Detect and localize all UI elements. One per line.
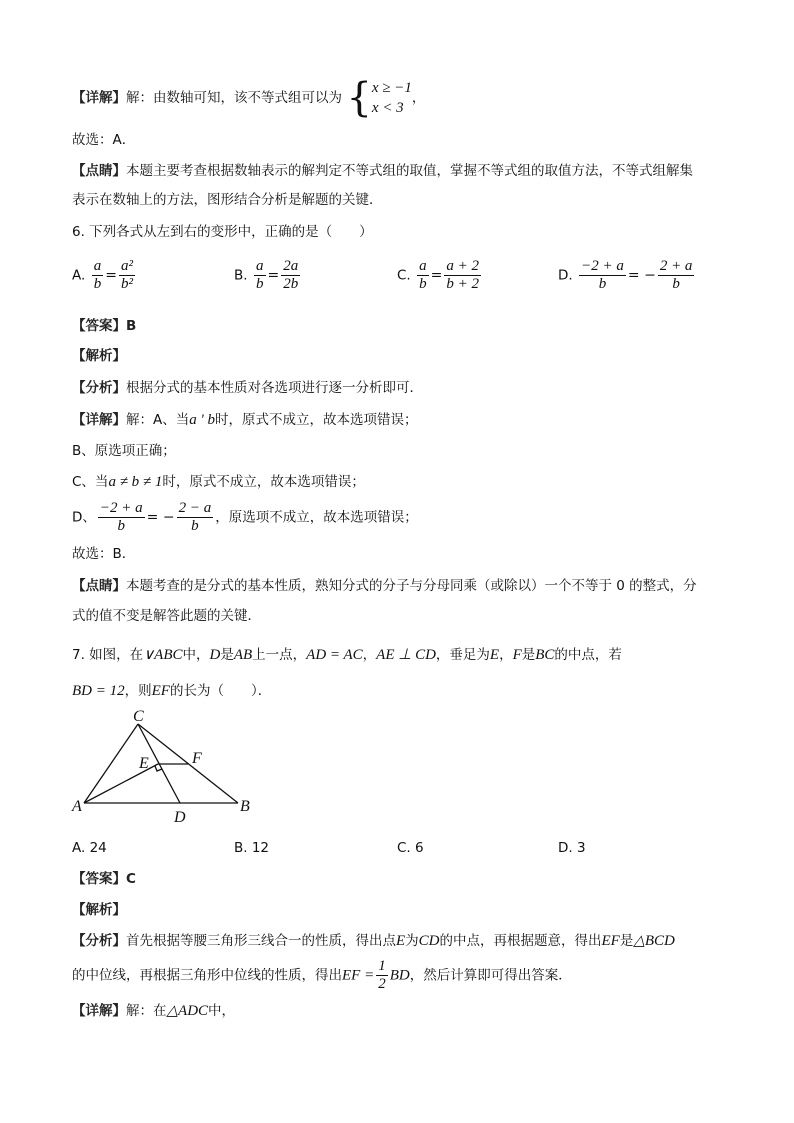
q7-triangle-figure xyxy=(66,704,266,832)
q7-options xyxy=(72,838,722,858)
q7-fenxi-line1: 【分析】首先根据等腰三角形三线合一的性质，得出点E为CD的中点，再根据题意，得出EF是△BCD xyxy=(72,933,675,949)
q6-point-line1: 【点睛】本题考查的是分式的基本性质，熟知分式的分子与分母同乘（或除以）一个不等于 0 的整式，分 xyxy=(72,578,697,594)
q6-answer: 【答案】B xyxy=(72,318,137,334)
q6-detail-d: D、 $\frac{-2 + a}{b}$ = − $\frac{2 - a}{b}$ ，原选项不成立，故本选项错误； xyxy=(72,500,418,534)
detail-tag: 【详解】 xyxy=(72,90,126,106)
q6-fenxi: 【分析】根据分式的基本性质对各选项进行逐一分析即可． xyxy=(72,380,423,396)
q6-choice: 故选：B． xyxy=(72,546,136,562)
q6-detail-a: 【详解】解：A、当a ʹ b时，原式不成立，故本选项错误； xyxy=(72,412,418,428)
label-b: B xyxy=(240,798,250,815)
q7-option-d: D. 3 xyxy=(558,840,586,856)
q6-options xyxy=(72,258,722,302)
q7-option-b: B. 12 xyxy=(234,840,270,856)
q7-option-a: A. 24 xyxy=(72,840,107,856)
q6-detail-c: C、当a ≠ b ≠ 1时，原式不成立，故本选项错误； xyxy=(72,474,365,490)
q6-detail-b: B、原选项正确； xyxy=(72,443,176,459)
q7-analysis-tag: 【解析】 xyxy=(72,902,126,918)
q7-answer: 【答案】C xyxy=(72,871,136,887)
q6-option-b: B. $\frac{a}{b}$ = $\frac{2a}{2b}$ xyxy=(234,258,299,292)
label-d: D xyxy=(174,809,186,826)
prev-detail-line: 【详解】解：由数轴可知，该不等式组可以为 { x ≥ −1 x < 3 ， xyxy=(72,75,426,121)
prev-choice: 故选：A． xyxy=(72,132,136,148)
q6-option-c: C. $\frac{a}{b}$ = $\frac{a + 2}{b + 2}$ xyxy=(397,258,480,292)
inequality-system: x ≥ −1 x < 3 xyxy=(371,80,412,116)
q7-stem-line2: BD = 12，则EF的长为（ ）． xyxy=(72,683,272,699)
system-brace: { xyxy=(346,75,372,121)
prev-point-line2: 表示在数轴上的方法，图形结合分析是解题的关键． xyxy=(72,192,383,208)
label-a: A xyxy=(72,798,82,815)
q6-option-a: A. $\frac{a}{b}$ = $\frac{\text{a²}}{\text{b²}}$ xyxy=(72,258,133,292)
label-f: F xyxy=(192,750,202,767)
q6-stem: 6. 下列各式从左到右的变形中，正确的是（ ） xyxy=(72,224,373,240)
q7-detail: 【详解】解：在△ADC中， xyxy=(72,1003,236,1019)
prev-point-line1: 【点睛】本题主要考查根据数轴表示的解判定不等式组的取值，掌握不等式组的取值方法，不等式组解集 xyxy=(72,163,693,179)
q7-stem-line1: 7. 如图，在∨ABC中，D是AB上一点，AD = AC，AE ⊥ CD，垂足为E，F是BC的中点，若 xyxy=(72,647,622,663)
label-c: C xyxy=(133,708,144,725)
q6-point-line2: 式的值不变是解答此题的关键． xyxy=(72,608,261,624)
side-ac xyxy=(84,724,138,803)
q6-option-d: D. $\frac{-2 + a}{b}$ = − $\frac{2 + a}{b}$ xyxy=(558,258,693,292)
q6-analysis-tag: 【解析】 xyxy=(72,348,126,364)
q7-option-c: C. 6 xyxy=(397,840,424,856)
label-e: E xyxy=(139,755,149,772)
q7-fenxi-line2: 的中位线，再根据三角形中位线的性质，得出EF = $\frac{1}{2}$ BD，然后计算即可得出答案． xyxy=(72,958,572,992)
